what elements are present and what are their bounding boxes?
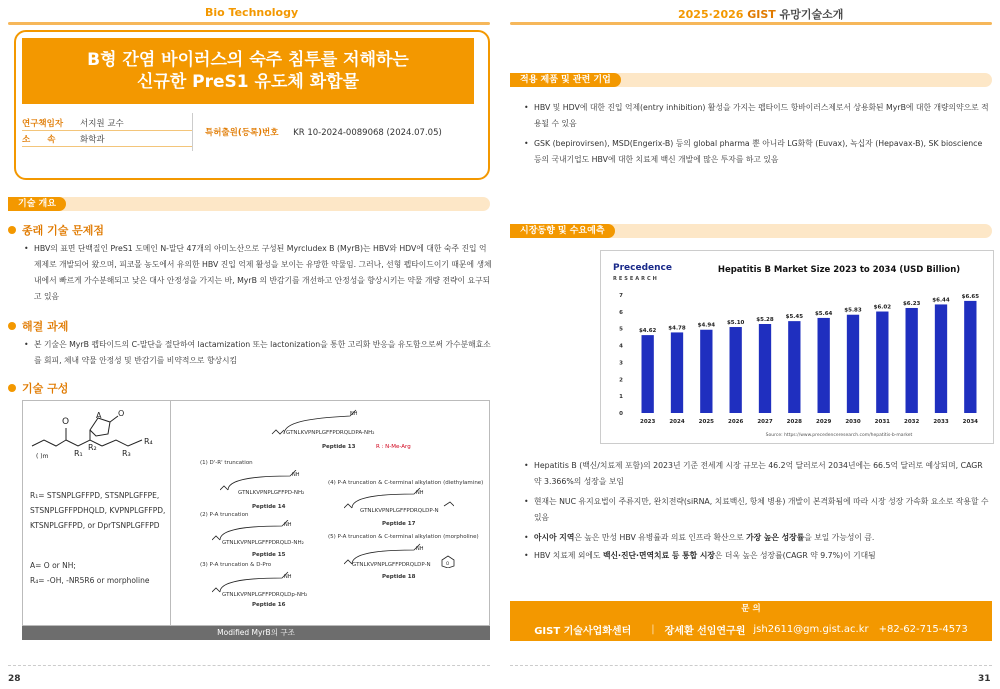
applications-label: 적용 제품 및 관련 기업 <box>510 73 621 87</box>
meta-divider <box>192 113 193 151</box>
composition-heading-text: 기술 구성 <box>22 382 69 395</box>
svg-text:R₄: R₄ <box>144 437 153 446</box>
svg-text:NH: NH <box>284 522 292 528</box>
data-label: $5.83 <box>844 307 862 314</box>
svg-text:O: O <box>118 409 125 418</box>
svg-text:O: O <box>446 561 450 566</box>
problem-heading <box>8 222 104 238</box>
market-list <box>522 458 992 564</box>
peptide-16-sequence: GTNLKVPNPLGFFPDRQLDp-NH₂ <box>222 592 308 598</box>
problem-heading-text: 종래 기술 문제점 <box>22 224 105 237</box>
composition-heading <box>8 380 68 396</box>
market-item-3-mid: 은 높은 만성 HBV 유병률과 의료 인프라 확산으로 <box>574 533 747 542</box>
researcher-row <box>22 115 192 131</box>
y-tick-label: 0 <box>619 411 623 417</box>
bar-2025 <box>700 330 712 413</box>
y-tick-label: 2 <box>619 377 623 384</box>
peptide-17-sequence: GTNLKVPNPLGFFPDRQLDP-N <box>360 508 439 514</box>
bar-2027 <box>759 324 771 413</box>
y-tick-label: 1 <box>619 394 623 401</box>
svg-text:R₃: R₃ <box>122 449 131 458</box>
market-item-4-bold: 백신·진단·면역치료 등 통합 시장 <box>602 551 715 560</box>
svg-text:R₂: R₂ <box>88 443 97 452</box>
peptide-18-sequence: GTNLKVPNPLGFFPDRQLDP-N <box>352 562 431 568</box>
overview-bar <box>8 197 490 211</box>
researcher-table <box>22 115 192 147</box>
peptide-14-label: Peptide 14 <box>252 504 286 510</box>
bar-2026 <box>730 327 742 413</box>
dept-key: 소 속 <box>22 134 56 145</box>
bar-2029 <box>818 318 830 413</box>
logo-main: Precedence <box>613 263 672 273</box>
x-tick-label: 2031 <box>874 419 890 425</box>
header-brand <box>678 6 843 22</box>
truncation-5-label: (5) P-A truncation & C-terminal alkylation (morpholine) <box>328 534 479 540</box>
page-number-right: 31 <box>978 674 991 684</box>
dept-value: 화학과 <box>80 134 105 145</box>
solution-list <box>22 337 492 369</box>
r4-definition: R₄= -OH, -NR5R6 or morpholine <box>30 576 150 585</box>
problem-bullet-icon <box>8 226 16 234</box>
data-label: $4.78 <box>668 325 686 332</box>
chart-source: Source: https://www.precedenceresearch.com/hepatitis-b-market <box>765 433 913 438</box>
r1-definition: R₁= STSNPLGFFPD, STSNPLGFFPE, STSNPLGFFPDHQLD, KVPNPLGFFPD, KTSNPLGFFPD, or DprTSNPLGFFPD <box>30 491 166 530</box>
peptide-18-label: Peptide 18 <box>382 574 416 580</box>
title-line-2: 신규한 PreS1 유도체 화합물 <box>137 72 359 92</box>
svg-text:NH: NH <box>350 411 358 417</box>
market-item-3-bold-a: 아시아 지역 <box>534 533 575 542</box>
peptide-13-sequence: GTNLKVPNPLGFFPDRQLDPA-NH₂ <box>286 430 375 436</box>
market-item-1: • Hepatitis B (백신/치료제 포함)의 2023년 기준 전세계 시장 규모는 46.2억 달러로서 2034년에는 66.5억 달러로 예상되며, CAGR 약 3.366%의 성장을 보임 <box>522 458 992 490</box>
contact-email[interactable]: jsh2611@gm.gist.ac.kr <box>753 623 869 635</box>
x-tick-label: 2025 <box>698 419 714 425</box>
y-tick-label: 7 <box>619 293 623 299</box>
contact-org: GIST 기술사업화센터 <box>534 625 632 637</box>
peptide-15-label: Peptide 15 <box>252 552 286 558</box>
problem-list <box>22 241 492 305</box>
composition-bullet-icon <box>8 384 16 392</box>
peptide-13-label: Peptide 13 <box>322 444 356 450</box>
solution-heading-text: 해결 과제 <box>22 320 69 333</box>
x-tick-label: 2024 <box>669 419 685 425</box>
header-label: 유망기술소개 <box>779 8 844 21</box>
svg-text:O: O <box>62 417 70 427</box>
contact-bar <box>510 617 992 641</box>
top-rule-left <box>8 22 490 25</box>
a-definition: A= O or NH; <box>30 561 76 570</box>
researcher-key: 연구책임자 <box>22 118 64 129</box>
peptide-17-label: Peptide 17 <box>382 521 416 527</box>
footer-rule-left <box>8 665 490 666</box>
data-label: $6.44 <box>932 297 950 304</box>
solution-bullet-icon <box>8 322 16 330</box>
market-item-4-post: 은 더욱 높은 성장률(CAGR 약 9.7%)이 기대됨 <box>714 551 876 560</box>
market-label: 시장동향 및 수요예측 <box>510 224 615 238</box>
bar-2031 <box>876 312 888 413</box>
bar-2024 <box>671 332 683 413</box>
logo-sub: RESEARCH <box>613 276 659 282</box>
contact-person: 장세환 선임연구원 <box>664 625 746 637</box>
header-category: Bio Technology <box>205 6 299 19</box>
chart-title: Hepatitis B Market Size 2023 to 2034 (USD Billion) <box>717 265 961 275</box>
peptide-15-drawing <box>212 520 312 542</box>
x-tick-label: 2032 <box>904 419 920 425</box>
truncation-4-label: (4) P-A truncation & C-terminal alkylation (diethylamine) <box>328 480 484 486</box>
applications-item-2: • GSK (bepirovirsen), MSD(Engerix-B) 등의 global pharma 뿐 아니라 LG화학 (Euvax), 녹십자 (Hepavax-B), SK bioscience 등의 국내기업도 HBV에 대한 치료제 백신 개발에 많은 투자를 하고 있음 <box>522 136 992 168</box>
data-label: $6.23 <box>902 300 921 307</box>
overview-label: 기술 개요 <box>8 197 66 211</box>
truncation-3-label: (3) P-A truncation & D-Pro <box>200 562 272 568</box>
x-tick-label: 2028 <box>786 419 802 425</box>
x-tick-label: 2034 <box>962 419 978 425</box>
footer-rule-right <box>510 665 992 666</box>
truncation-1-label: (1) D'-R' truncation <box>200 460 253 466</box>
x-tick-label: 2030 <box>845 419 861 425</box>
contact-phone[interactable]: +82-62-715-4573 <box>878 623 968 635</box>
bar-2023 <box>642 335 654 413</box>
svg-text:NH: NH <box>284 574 292 580</box>
x-tick-label: 2029 <box>816 419 832 425</box>
data-label: $5.64 <box>814 310 833 317</box>
peptide-14-sequence: GTNLKVPNPLGFFPD-NH₂ <box>238 490 305 496</box>
market-chart-frame <box>600 250 994 444</box>
data-label: $5.10 <box>726 320 745 327</box>
x-tick-label: 2026 <box>728 419 744 425</box>
top-rule-right <box>510 22 992 25</box>
data-label: $4.62 <box>638 328 657 335</box>
solution-heading <box>8 318 68 334</box>
svg-text:NH: NH <box>416 546 424 552</box>
patent-value: KR 10-2024-0089068 (2024.07.05) <box>293 128 442 138</box>
data-label: $5.45 <box>785 314 804 321</box>
patent-key: 특허출원(등록)번호 <box>205 128 279 138</box>
problem-text: • HBV의 표면 단백질인 PreS1 도메인 N-말단 47개의 아미노산으로 구성된 Myrcludex B (MyrB)는 HBV와 HDV에 대한 숙주 진입 억제제로 개발되어 왔으며, 피코몰 농도에서 유의한 HBV 진입 억제 활성을 보이는 유망한 약물임. 그러나, 선형 펩타이드이기 때문에 생체 내에서 빠르게 가수분해되고 낮은 대사 안정성을 가지는 바, MyrB 의 반감기를 개선하고 안정성을 향상시키는 약물 개량 전략이 요구되고 있음 <box>22 241 492 305</box>
data-label: $4.94 <box>697 322 716 329</box>
x-tick-label: 2027 <box>757 419 773 425</box>
title-line-1: B형 간염 바이러스의 숙주 침투를 저해하는 <box>87 50 409 70</box>
applications-list <box>522 100 992 168</box>
svg-text:A: A <box>96 411 102 420</box>
market-item-4 <box>522 548 992 564</box>
market-item-3-post: 을 보일 가능성이 큼. <box>804 533 875 542</box>
solution-text: • 본 기술은 MyrB 펩타이드의 C-말단을 절단하여 lactamization 또는 lactonization을 통한 고리화 반응을 유도함으로써 가수분해효소를 회피, 체내 약물 안정성 및 반감기를 비약적으로 향상시킴 <box>22 337 492 369</box>
market-item-2: • 현재는 NUC 유지요법이 주류지만, 완치전략(siRNA, 치료백신, 항체 병용) 개발이 본격화됨에 따라 시장 성장 가속화 요소로 작용할 수 있음 <box>522 494 992 526</box>
general-structure-drawing <box>26 404 166 464</box>
bar-2033 <box>935 304 947 413</box>
dept-row <box>22 131 192 147</box>
data-label: $6.65 <box>961 293 980 300</box>
peptide-16-label: Peptide 16 <box>252 602 286 608</box>
bar-2032 <box>906 308 918 413</box>
figure-caption: Modified MyrB의 구조 <box>22 626 490 640</box>
market-item-3 <box>522 530 992 546</box>
n-me-arg-note: R : N-Me-Arg <box>376 444 411 450</box>
title-box <box>22 38 474 104</box>
peptide-14-drawing <box>220 470 320 492</box>
y-tick-label: 5 <box>619 326 623 333</box>
header-gist-logo: GIST <box>747 8 776 21</box>
market-item-3-bold-b: 가장 높은 성장률 <box>746 533 805 542</box>
data-label: $6.02 <box>873 304 892 311</box>
bar-2028 <box>788 321 800 413</box>
peptide-16-drawing <box>212 570 312 594</box>
svg-text:NH: NH <box>292 472 300 478</box>
market-bar-chart <box>601 287 995 435</box>
figure-divider <box>170 400 171 626</box>
bar-2034 <box>964 301 976 413</box>
patent-info <box>205 126 442 138</box>
contact-separator: | <box>651 623 655 635</box>
svg-text:R₁: R₁ <box>74 449 83 458</box>
data-label: $5.28 <box>756 316 774 323</box>
bar-2030 <box>847 315 859 413</box>
page-number-left: 28 <box>8 674 21 684</box>
header-year: 2025·2026 <box>678 8 744 21</box>
precedence-logo <box>613 263 672 284</box>
truncation-2-label: (2) P-A truncation <box>200 512 249 518</box>
x-tick-label: 2033 <box>933 419 949 425</box>
svg-text:( )m: ( )m <box>36 453 49 460</box>
contact-heading: 문 의 <box>510 601 992 617</box>
peptide-17-drawing <box>344 488 454 510</box>
researcher-value: 서지원 교수 <box>80 118 124 129</box>
peptide-15-sequence: GTNLKVPNPLGFFPDRQLD-NH₂ <box>222 540 304 546</box>
y-tick-label: 6 <box>619 309 623 316</box>
applications-item-1: • HBV 및 HDV에 대한 진입 억제(entry inhibition) 활성을 가지는 펩타이드 항바이러스제로서 상용화된 MyrB에 대한 개량의약으로 적용될 수 있음 <box>522 100 992 132</box>
x-tick-label: 2023 <box>640 419 656 425</box>
svg-text:NH: NH <box>416 490 424 496</box>
y-tick-label: 3 <box>619 360 623 367</box>
market-item-4-pre: HBV 치료제 외에도 <box>534 551 603 560</box>
y-tick-label: 4 <box>619 343 623 350</box>
